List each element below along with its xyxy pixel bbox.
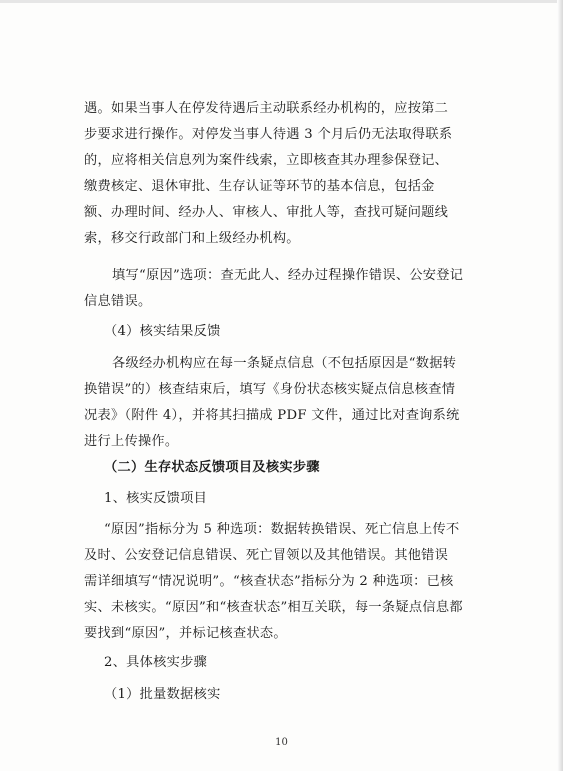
- sub-heading-line: 2、具体核实步骤: [104, 655, 208, 670]
- paragraph-line: 缴费核定、退休审批、生存认证等环节的基本信息，包括金: [84, 179, 435, 194]
- paragraph-line: 额、办理时间、经办人、审核人、审批人等，查找可疑问题线: [84, 205, 449, 220]
- sub-heading-2: [84, 650, 536, 676]
- sub-heading-1: [84, 486, 536, 512]
- section-heading: [84, 455, 536, 481]
- paragraph-line: 实、未核实。“原因”和“核查状态”相互关联，每一条疑点信息都: [84, 600, 463, 615]
- paragraph-2: [84, 263, 536, 315]
- paragraph-line: 况表》（附件 4），并将其扫描成 PDF 文件，通过比对查询系统: [84, 408, 460, 423]
- paragraph-line: 各级经办机构应在每一条疑点信息（不包括原因是“数据转: [112, 356, 457, 371]
- paragraph-1: [84, 96, 536, 252]
- scan-edge-top: [0, 0, 563, 3]
- paragraph-line: 及时、公安登记信息错误、死亡冒领以及其他错误。其他错误: [84, 548, 449, 563]
- paragraph-line: 遇。如果当事人在停发待遇后主动联系经办机构的，应按第二: [84, 101, 449, 116]
- heading-line: （4）核实结果反馈: [104, 324, 221, 339]
- paragraph-line: “原因”指标分为 5 种选项：数据转换错误、死亡信息上传不: [104, 522, 460, 537]
- section-heading-line: （二）生存状态反馈项目及核实步骤: [104, 460, 320, 475]
- paragraph-line: 需详细填写“情况说明”。“核查状态”指标分为 2 种选项：已核: [84, 574, 454, 589]
- paragraph-line: 的，应将相关信息列为案件线索，立即核查其办理参保登记、: [84, 153, 449, 168]
- sub-heading-line: （1）批量数据核实: [104, 687, 221, 702]
- sub-sub-heading-1: [84, 682, 536, 708]
- scan-edge-right: [557, 0, 563, 771]
- paragraph-4: [84, 517, 536, 647]
- paragraph-line: 填写“原因”选项：查无此人、经办过程操作错误、公安登记: [112, 268, 464, 283]
- paragraph-3: [84, 351, 536, 455]
- heading-4: [84, 319, 536, 345]
- paragraph-line: 信息错误。: [84, 294, 152, 309]
- paragraph-line: 换错误”的）核查结束后，填写《身份状态核实疑点信息核查情: [84, 382, 456, 397]
- sub-heading-line: 1、核实反馈项目: [104, 491, 208, 506]
- paragraph-line: 进行上传操作。: [84, 434, 179, 449]
- paragraph-line: 索，移交行政部门和上级经办机构。: [84, 231, 300, 246]
- paragraph-line: 要找到“原因”，并标记核查状态。: [84, 626, 287, 641]
- page-number: 10: [275, 737, 288, 748]
- paragraph-line: 步要求进行操作。对停发当事人待遇 3 个月后仍无法取得联系: [84, 127, 453, 142]
